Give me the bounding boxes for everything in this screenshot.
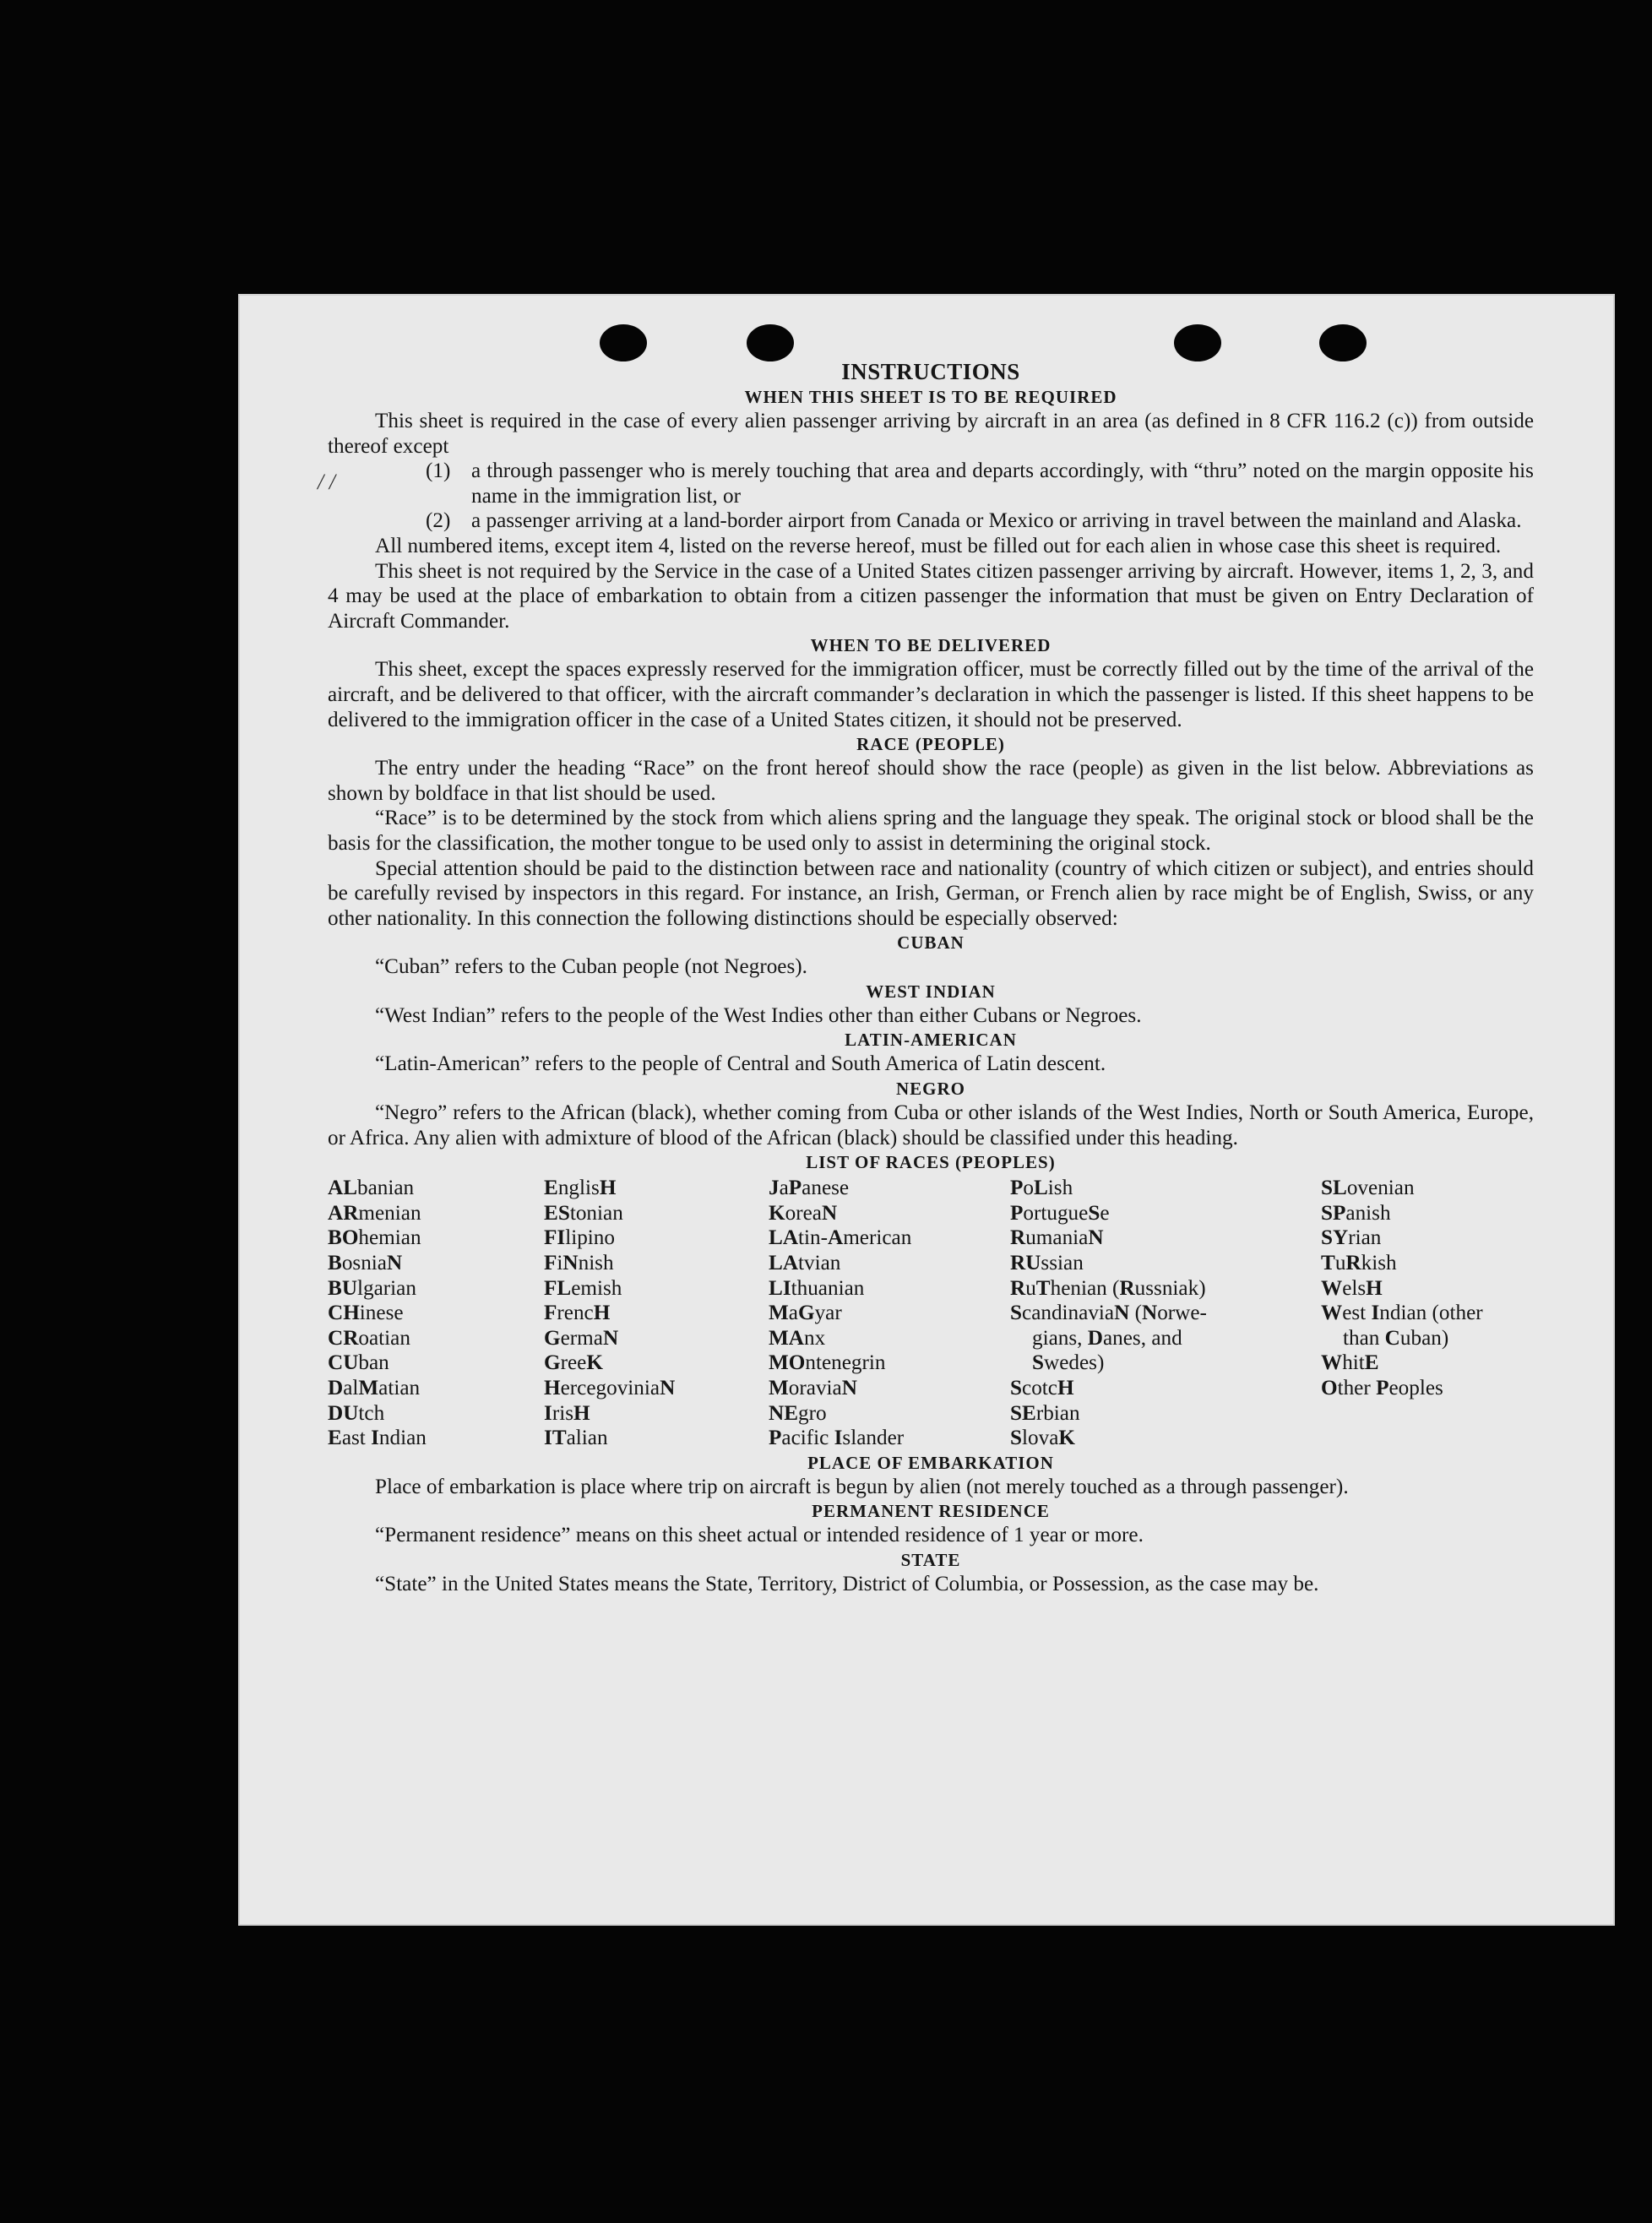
- race-entry: ALbanian: [328, 1177, 415, 1200]
- race-entry: FLemish: [544, 1276, 622, 1300]
- paragraph: This sheet is required in the case of every alien passenger arriving by aircraft in an area (as defined in 8 CFR 116.2 (c)) from outside thereof except: [328, 410, 1534, 458]
- race-entry: SPanish: [1321, 1201, 1391, 1225]
- section-heading: WEST INDIAN: [866, 981, 996, 1002]
- race-entry: EStonian: [544, 1201, 623, 1225]
- race-entry: MaGyar: [769, 1302, 842, 1325]
- section-heading: NEGRO: [895, 1079, 965, 1100]
- instructions-body: [328, 353, 1534, 1597]
- paragraph: “West Indian” refers to the people of the West Indies other than either Cubans or Negroes.: [375, 1003, 1142, 1027]
- race-entry: CUban: [328, 1351, 389, 1375]
- race-entry: GreeK: [544, 1351, 603, 1375]
- race-entry: ScandinaviaN (Norwe-: [1010, 1302, 1207, 1325]
- race-entry: LIthuanian: [769, 1276, 865, 1300]
- race-entry: SErbian: [1010, 1401, 1080, 1425]
- race-entry: EnglisH: [544, 1177, 617, 1200]
- race-entry: Pacific Islander: [769, 1427, 905, 1450]
- paragraph: “Permanent residence” means on this sheet actual or intended residence of 1 year or more.: [375, 1524, 1144, 1547]
- item-text: a through passenger who is merely touching that area and departs accordingly, with “thru” noted on the margin opposite his name in the immigration list, or: [471, 459, 1534, 508]
- race-entry: WhitE: [1321, 1351, 1379, 1375]
- race-entry: SYrian: [1321, 1226, 1382, 1250]
- race-list: [328, 1176, 1534, 1451]
- race-entry: GermaN: [544, 1326, 619, 1350]
- race-entry: West Indian (other: [1321, 1302, 1483, 1325]
- paragraph: This sheet, except the spaces expressly reserved for the immigration officer, must be correctly filled out by the time of the arrival of the aircraft, and be delivered to that officer, with the aircraft commander’s declaration in which the passenger is listed. If this sheet happens to be delivered to the immigration officer in the case of a United States citizen, it should not be preserved.: [328, 658, 1534, 731]
- race-entry: BosniaN: [328, 1252, 403, 1275]
- paragraph: “Cuban” refers to the Cuban people (not Negroes).: [375, 955, 807, 979]
- race-entry: CHinese: [328, 1302, 404, 1325]
- paragraph: “Race” is to be determined by the stock from which aliens spring and the language they speak. The original stock or blood shall be the basis for the classification, the mother tongue to be used only to assist in determining the original stock.: [328, 807, 1534, 855]
- list-item: [426, 459, 1534, 508]
- section-heading: STATE: [900, 1549, 961, 1570]
- paragraph: “State” in the United States means the State, Territory, District of Columbia, or Possession, as the case may be.: [375, 1572, 1319, 1595]
- section-heading: WHEN THIS SHEET IS TO BE REQUIRED: [744, 387, 1117, 407]
- race-entry: MOntenegrin: [769, 1351, 886, 1375]
- race-column: [544, 1176, 769, 1451]
- paragraph: Place of embarkation is place where trip on aircraft is begun by alien (not merely touched as a through passenger).: [375, 1475, 1349, 1498]
- race-entry: MoraviaN: [769, 1377, 857, 1400]
- race-entry: than Cuban): [1343, 1326, 1449, 1350]
- section-heading: PLACE OF EMBARKATION: [807, 1452, 1054, 1473]
- paragraph: All numbered items, except item 4, listed on the reverse hereof, must be filled out for each alien in whose case this sheet is required.: [375, 534, 1502, 557]
- section-heading: PERMANENT RESIDENCE: [812, 1501, 1050, 1522]
- race-entry: ARmenian: [328, 1201, 421, 1225]
- paragraph: “Negro” refers to the African (black), whether coming from Cuba or other islands of the West Indies, North or South America, Europe, or Africa. Any alien with admixture of blood of the African (black) should be classified under this heading.: [328, 1101, 1534, 1150]
- race-entry: FIlipino: [544, 1226, 615, 1250]
- race-entry: JaPanese: [769, 1177, 850, 1200]
- race-entry: KoreaN: [769, 1201, 838, 1225]
- item-text: a passenger arriving at a land-border airport from Canada or Mexico or arriving in travel between the mainland and Alaska.: [471, 509, 1522, 533]
- race-entry: DalMatian: [328, 1377, 421, 1400]
- item-number: (1): [426, 459, 451, 483]
- paragraph: Special attention should be paid to the distinction between race and nationality (country of which citizen or subject), and entries should be carefully revised by inspectors in this regard. For instance, an Irish, German, or French alien by race might be of English, Swiss, or any other nationality. In this connection the following distinctions should be especially observed:: [328, 856, 1534, 930]
- race-entry: LAtin-American: [769, 1226, 912, 1250]
- race-entry: SLovenian: [1321, 1177, 1415, 1200]
- race-entry: CRoatian: [328, 1326, 410, 1350]
- race-entry: East Indian: [328, 1427, 427, 1450]
- race-entry: LAtvian: [769, 1252, 841, 1275]
- race-entry: NEgro: [769, 1401, 827, 1425]
- section-heading: LATIN-AMERICAN: [845, 1030, 1017, 1051]
- race-entry: PortugueSe: [1010, 1201, 1110, 1225]
- race-entry: HercegoviniaN: [544, 1377, 676, 1400]
- race-entry: MAnx: [769, 1326, 826, 1350]
- race-entry: RuThenian (Russniak): [1010, 1276, 1206, 1300]
- race-entry: PoLish: [1010, 1177, 1073, 1200]
- race-entry: BOhemian: [328, 1226, 421, 1250]
- section-heading: RACE (PEOPLE): [856, 734, 1005, 755]
- section-heading: CUBAN: [897, 932, 965, 954]
- race-entry: FiNnish: [544, 1252, 614, 1275]
- section-heading: WHEN TO BE DELIVERED: [810, 635, 1052, 656]
- race-entry: Swedes): [1032, 1351, 1105, 1375]
- race-column: [1321, 1176, 1534, 1451]
- race-column: [769, 1176, 1010, 1451]
- race-entry: FrencH: [544, 1302, 611, 1325]
- paragraph: The entry under the heading “Race” on the front hereof should show the race (people) as given in the list below. Abbreviations as shown by boldface in that list should be used.: [328, 757, 1534, 805]
- race-entry: RumaniaN: [1010, 1226, 1104, 1250]
- race-entry: DUtch: [328, 1401, 385, 1425]
- handwritten-mark: / /: [318, 470, 335, 494]
- list-item: [426, 508, 1534, 534]
- race-entry: ScotcH: [1010, 1377, 1074, 1400]
- race-column: [1010, 1176, 1321, 1451]
- race-entry: RUssian: [1010, 1252, 1084, 1275]
- race-entry: ITalian: [544, 1427, 608, 1450]
- item-number: (2): [426, 509, 451, 533]
- paragraph: This sheet is not required by the Service in the case of a United States citizen passenger arriving by aircraft. However, items 1, 2, 3, and 4 may be used at the place of embarkation to obtain from a citizen passenger the information that must be given on Entry Declaration of Aircraft Commander.: [328, 559, 1534, 633]
- page-title: INSTRUCTIONS: [841, 359, 1020, 384]
- race-entry: BUlgarian: [328, 1276, 416, 1300]
- race-entry: gians, Danes, and: [1032, 1326, 1182, 1350]
- race-entry: Other Peoples: [1321, 1377, 1443, 1400]
- section-heading: LIST OF RACES (PEOPLES): [806, 1152, 1056, 1173]
- race-entry: WelsH: [1321, 1276, 1383, 1300]
- race-column: [328, 1176, 544, 1451]
- race-entry: SlovaK: [1010, 1427, 1075, 1450]
- paragraph: “Latin-American” refers to the people of Central and South America of Latin descent.: [375, 1052, 1106, 1076]
- race-entry: IrisH: [544, 1401, 590, 1425]
- race-entry: TuRkish: [1321, 1252, 1397, 1275]
